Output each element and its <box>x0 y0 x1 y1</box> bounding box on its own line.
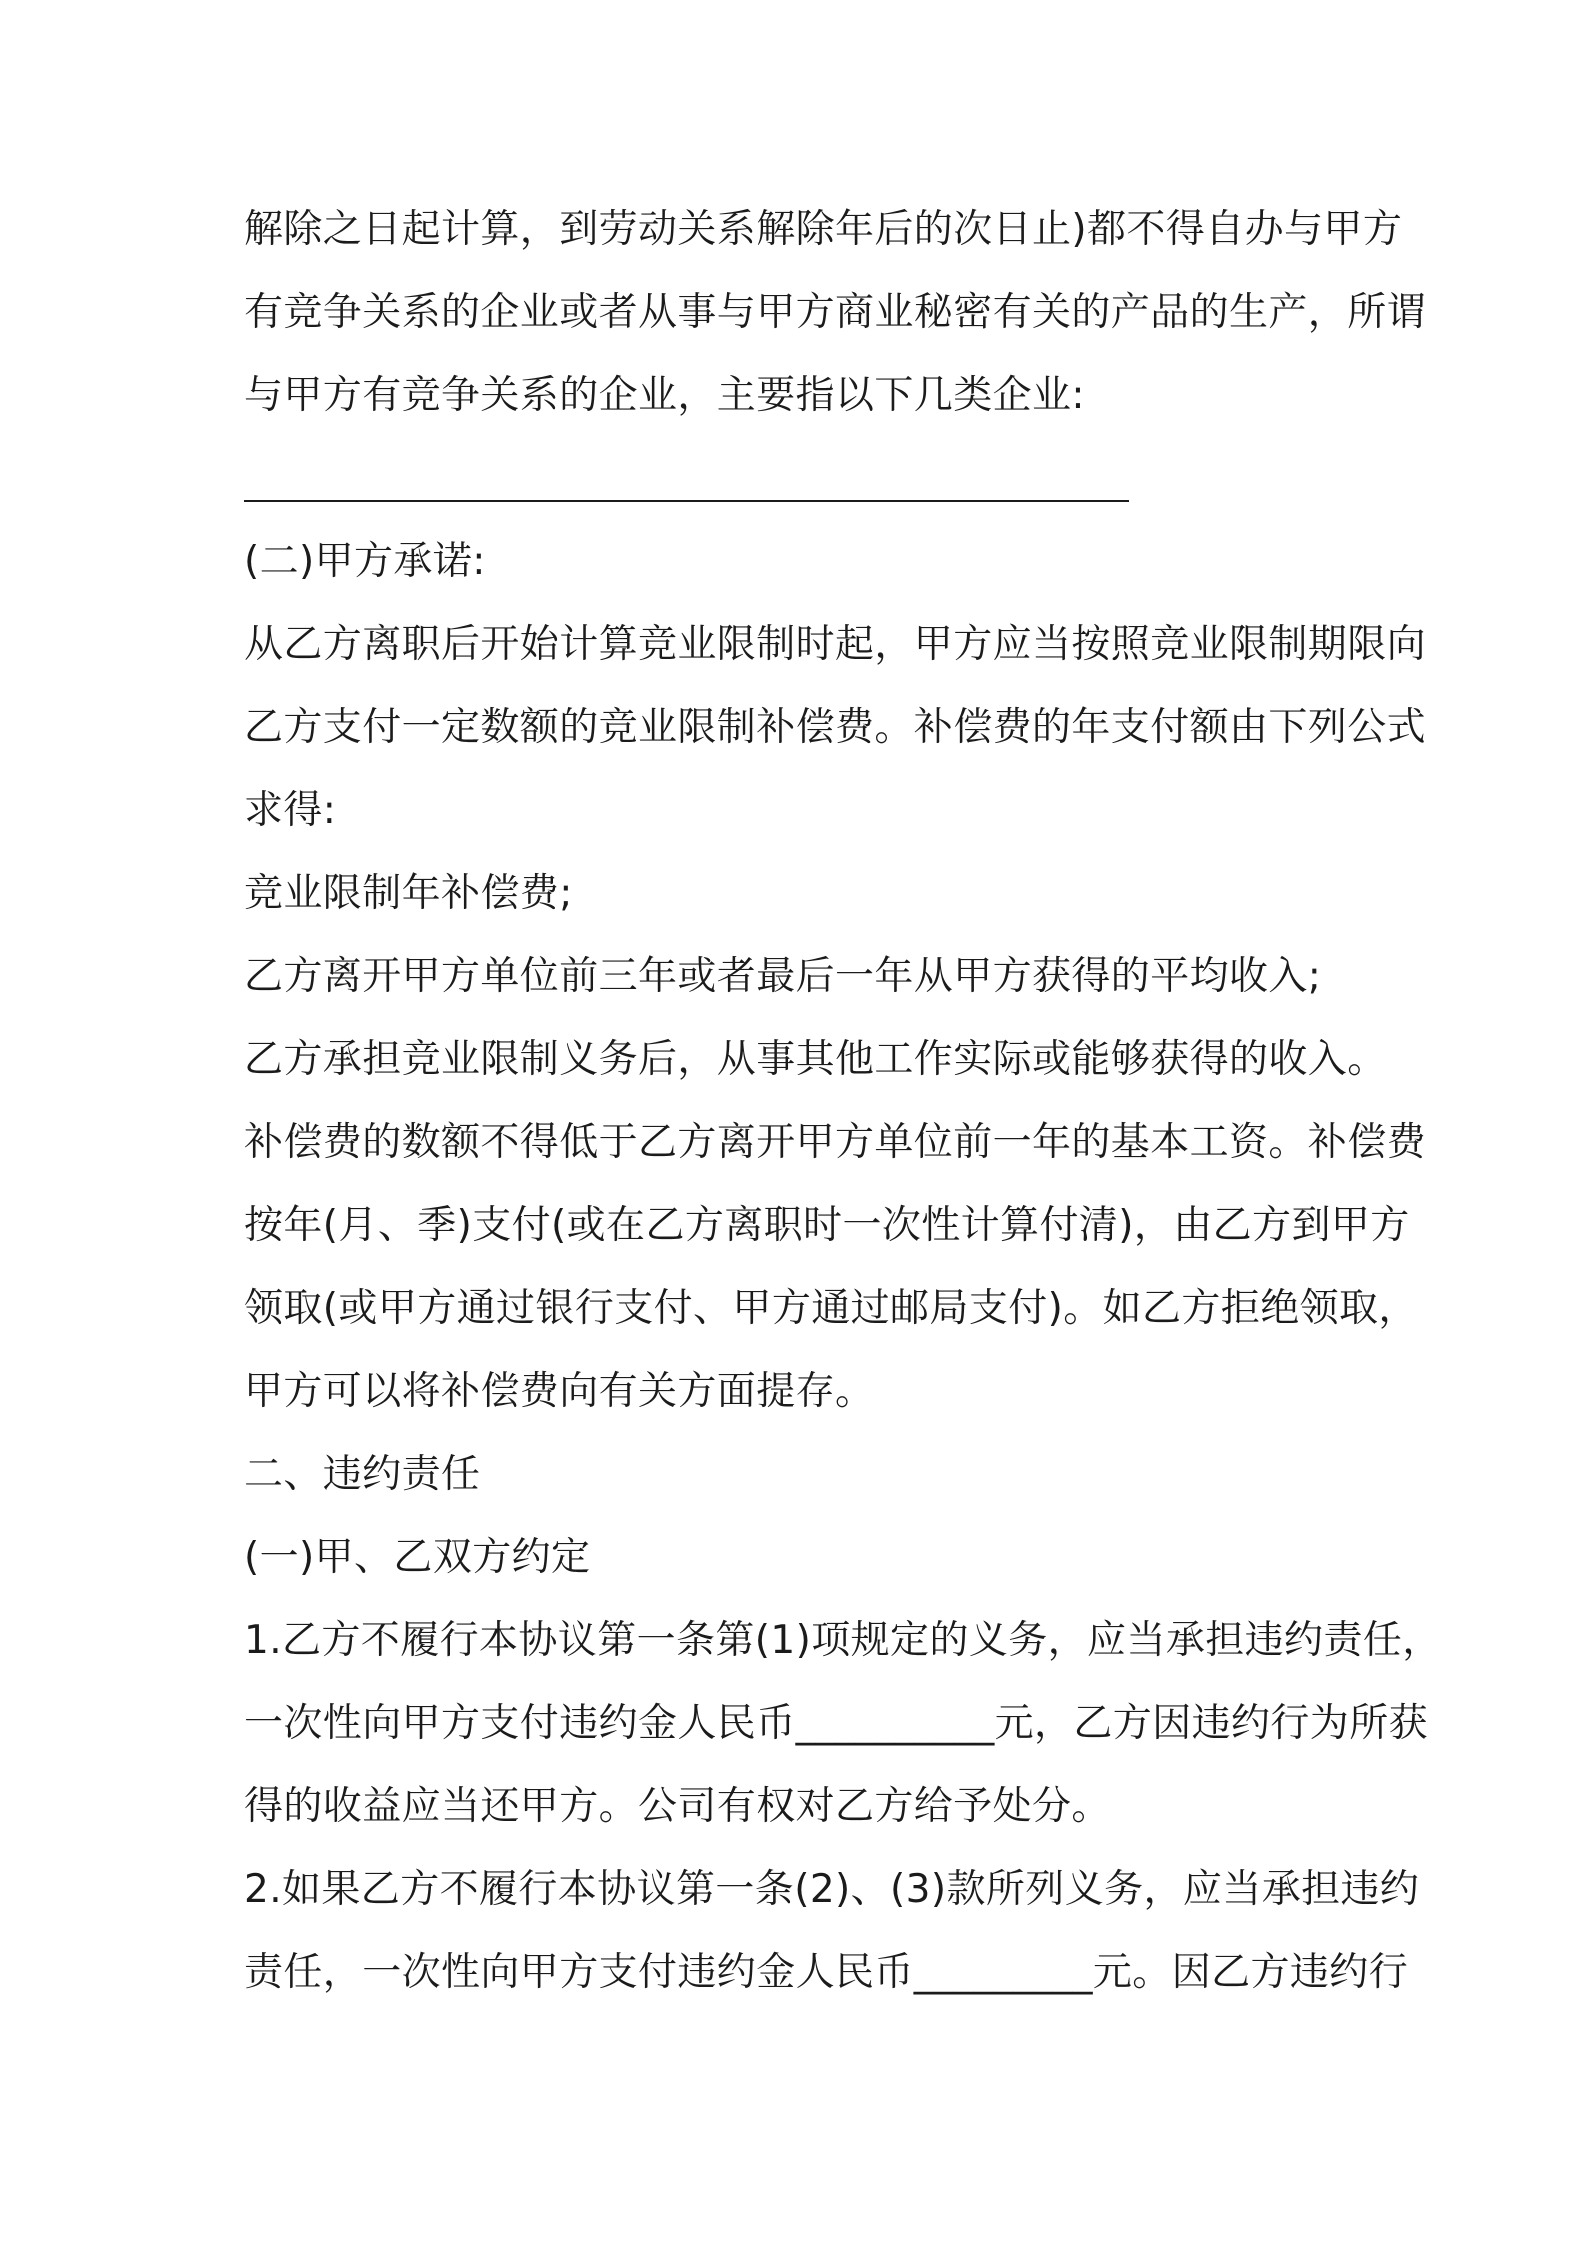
paragraph-line: 乙方承担竞业限制义务后，从事其他工作实际或能够获得的收入。 <box>244 1037 1387 1082</box>
paragraph-line: 从乙方离职后开始计算竞业限制时起，甲方应当按照竞业限制期限向 <box>244 622 1427 667</box>
paragraph-line: 解除之日起计算，到劳动关系解除年后的次日止)都不得自办与甲方 <box>244 207 1403 252</box>
paragraph-line: 甲方可以将补偿费向有关方面提存。 <box>244 1369 875 1414</box>
blank-fill-line <box>244 500 1129 502</box>
section-heading: (一)甲、乙双方约定 <box>244 1535 591 1580</box>
paragraph-line: 竞业限制年补偿费; <box>244 871 573 916</box>
paragraph-line: 一次性向甲方支付违约金人民币__________元，乙方因违约行为所获 <box>244 1701 1429 1746</box>
section-heading: (二)甲方承诺: <box>244 539 486 584</box>
paragraph-line: 补偿费的数额不得低于乙方离开甲方单位前一年的基本工资。补偿费 <box>244 1120 1427 1165</box>
paragraph-line: 求得: <box>244 788 337 833</box>
paragraph-line: 领取(或甲方通过银行支付、甲方通过邮局支付)。如乙方拒绝领取， <box>244 1286 1418 1331</box>
paragraph-line: 有竞争关系的企业或者从事与甲方商业秘密有关的产品的生产，所谓 <box>244 290 1427 335</box>
section-heading: 二、违约责任 <box>244 1452 481 1497</box>
paragraph-line: 乙方支付一定数额的竞业限制补偿费。补偿费的年支付额由下列公式 <box>244 705 1427 750</box>
paragraph-line: 责任，一次性向甲方支付违约金人民币_________元。因乙方违约行 <box>244 1950 1409 1995</box>
paragraph-line: 2.如果乙方不履行本协议第一条(2)、(3)款所列义务，应当承担违约 <box>244 1867 1420 1912</box>
paragraph-line: 乙方离开甲方单位前三年或者最后一年从甲方获得的平均收入; <box>244 954 1322 999</box>
paragraph-line: 得的收益应当还甲方。公司有权对乙方给予处分。 <box>244 1784 1111 1829</box>
paragraph-line: 1.乙方不履行本协议第一条第(1)项规定的义务，应当承担违约责任， <box>244 1618 1442 1663</box>
paragraph-line: 与甲方有竞争关系的企业，主要指以下几类企业: <box>244 373 1085 418</box>
paragraph-line: 按年(月、季)支付(或在乙方离职时一次性计算付清)，由乙方到甲方 <box>244 1203 1410 1248</box>
